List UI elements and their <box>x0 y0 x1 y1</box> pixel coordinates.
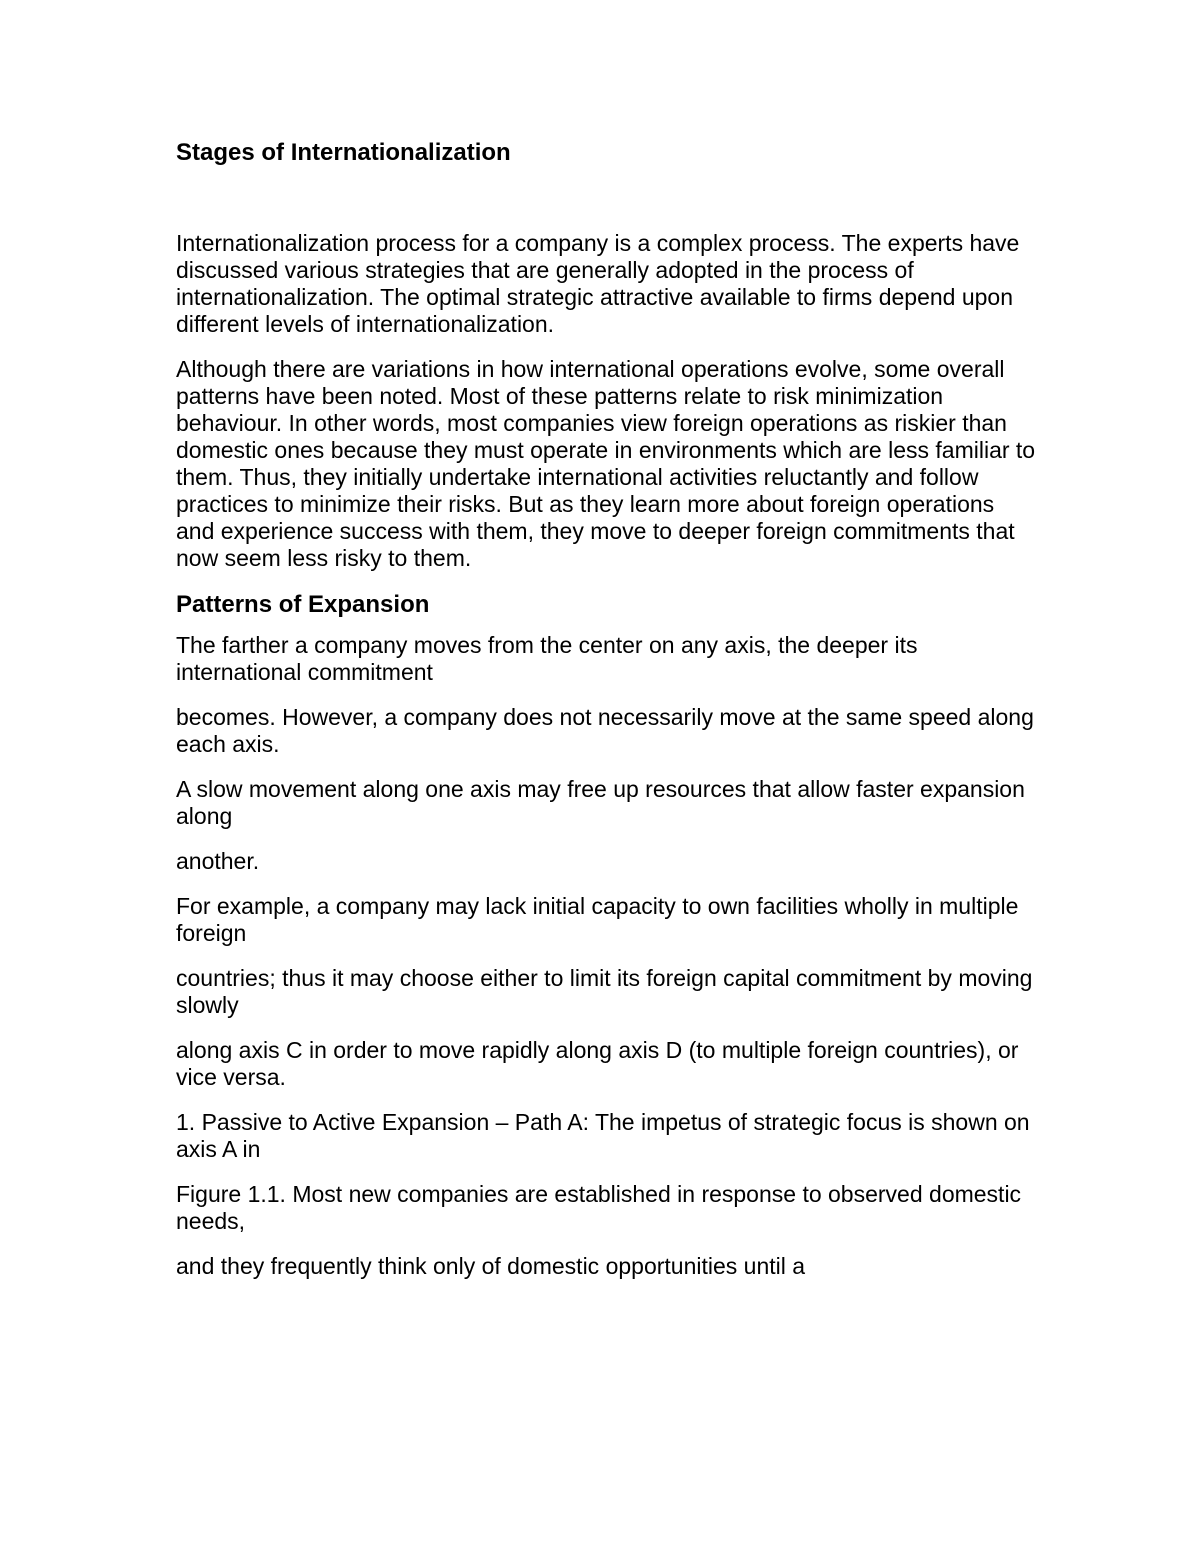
paragraph: becomes. However, a company does not necessarily move at the same speed along each axis. <box>176 704 1034 757</box>
paragraph: along axis C in order to move rapidly along axis D (to multiple foreign countries), or vice versa. <box>176 1037 1019 1090</box>
document-page <box>176 138 1036 1298</box>
paragraph: A slow movement along one axis may free up resources that allow faster expansion along <box>176 776 1025 829</box>
paragraph: Although there are variations in how international operations evolve, some overall patterns have been noted. Most of these patterns relate to risk minimization behaviour. In other words, most companies view foreign operations as riskier than domestic ones because they must operate in environments which are less familiar to them. Thus, they initially undertake international activities reluctantly and follow practices to minimize their risks. But as they learn more about foreign operations and experience success with them, they move to deeper foreign commitments that now seem less risky to them. <box>176 356 1036 571</box>
paragraph: Figure 1.1. Most new companies are established in response to observed domestic needs, <box>176 1181 1022 1234</box>
paragraph: countries; thus it may choose either to limit its foreign capital commitment by moving slowly <box>176 965 1033 1018</box>
paragraph: another. <box>176 848 260 874</box>
section-heading: Patterns of Expansion <box>176 591 430 618</box>
paragraph: The farther a company moves from the center on any axis, the deeper its international commitment <box>176 632 918 685</box>
paragraph: Internationalization process for a company is a complex process. The experts have discussed various strategies that are generally adopted in the process of internationalization. The optimal strategic attractive available to firms depend upon different levels of internationalization. <box>176 230 1020 337</box>
paragraph: 1. Passive to Active Expansion – Path A: The impetus of strategic focus is shown on axis A in <box>176 1109 1030 1162</box>
paragraph: For example, a company may lack initial capacity to own facilities wholly in multiple foreign <box>176 893 1019 946</box>
document-title: Stages of Internationalization <box>176 139 511 166</box>
paragraph: and they frequently think only of domestic opportunities until a <box>176 1253 806 1279</box>
